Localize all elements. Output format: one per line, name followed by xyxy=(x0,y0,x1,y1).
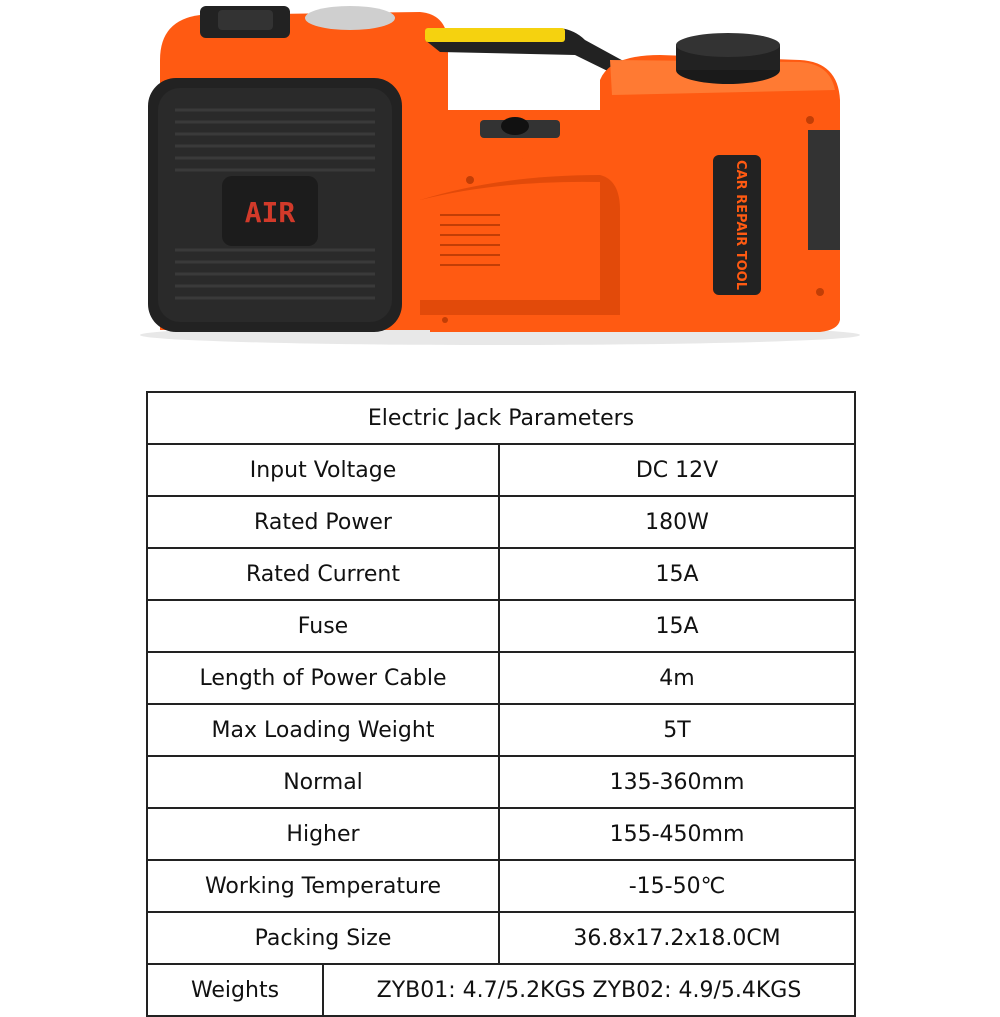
table-row xyxy=(147,548,855,600)
row-label: Normal xyxy=(147,756,499,808)
table-title: Electric Jack Parameters xyxy=(147,392,855,444)
table-row xyxy=(147,496,855,548)
table-row xyxy=(147,860,855,912)
table-row xyxy=(147,756,855,808)
row-label: Length of Power Cable xyxy=(147,652,499,704)
row-value: 135-360mm xyxy=(499,756,855,808)
row-value: 155-450mm xyxy=(499,808,855,860)
row-value: 4m xyxy=(499,652,855,704)
row-label: Higher xyxy=(147,808,499,860)
row-label: Input Voltage xyxy=(147,444,499,496)
table-row xyxy=(147,652,855,704)
air-badge-text: AIR xyxy=(244,196,296,229)
row-label: Fuse xyxy=(147,600,499,652)
row-value: -15-50℃ xyxy=(499,860,855,912)
table-row xyxy=(147,808,855,860)
table-row xyxy=(147,600,855,652)
row-value: 15A xyxy=(499,600,855,652)
table-row xyxy=(147,444,855,496)
table-header-row xyxy=(147,392,855,444)
row-value: 180W xyxy=(499,496,855,548)
row-label: Max Loading Weight xyxy=(147,704,499,756)
row-value: 36.8x17.2x18.0CM xyxy=(499,912,855,964)
row-label: Rated Power xyxy=(147,496,499,548)
spec-table xyxy=(146,391,856,1017)
row-value: 5T xyxy=(499,704,855,756)
product-image xyxy=(0,0,1000,380)
row-label: Working Temperature xyxy=(147,860,499,912)
table-row-weights xyxy=(147,964,855,1016)
table-row xyxy=(147,912,855,964)
row-label: Rated Current xyxy=(147,548,499,600)
row-label: Packing Size xyxy=(147,912,499,964)
row-value: 15A xyxy=(499,548,855,600)
table-row xyxy=(147,704,855,756)
row-value: DC 12V xyxy=(499,444,855,496)
weights-value: ZYB01: 4.7/5.2KGS ZYB02: 4.9/5.4KGS xyxy=(323,964,855,1016)
weights-label: Weights xyxy=(147,964,323,1016)
side-label-text: CAR REPAIR TOOL xyxy=(733,159,748,291)
